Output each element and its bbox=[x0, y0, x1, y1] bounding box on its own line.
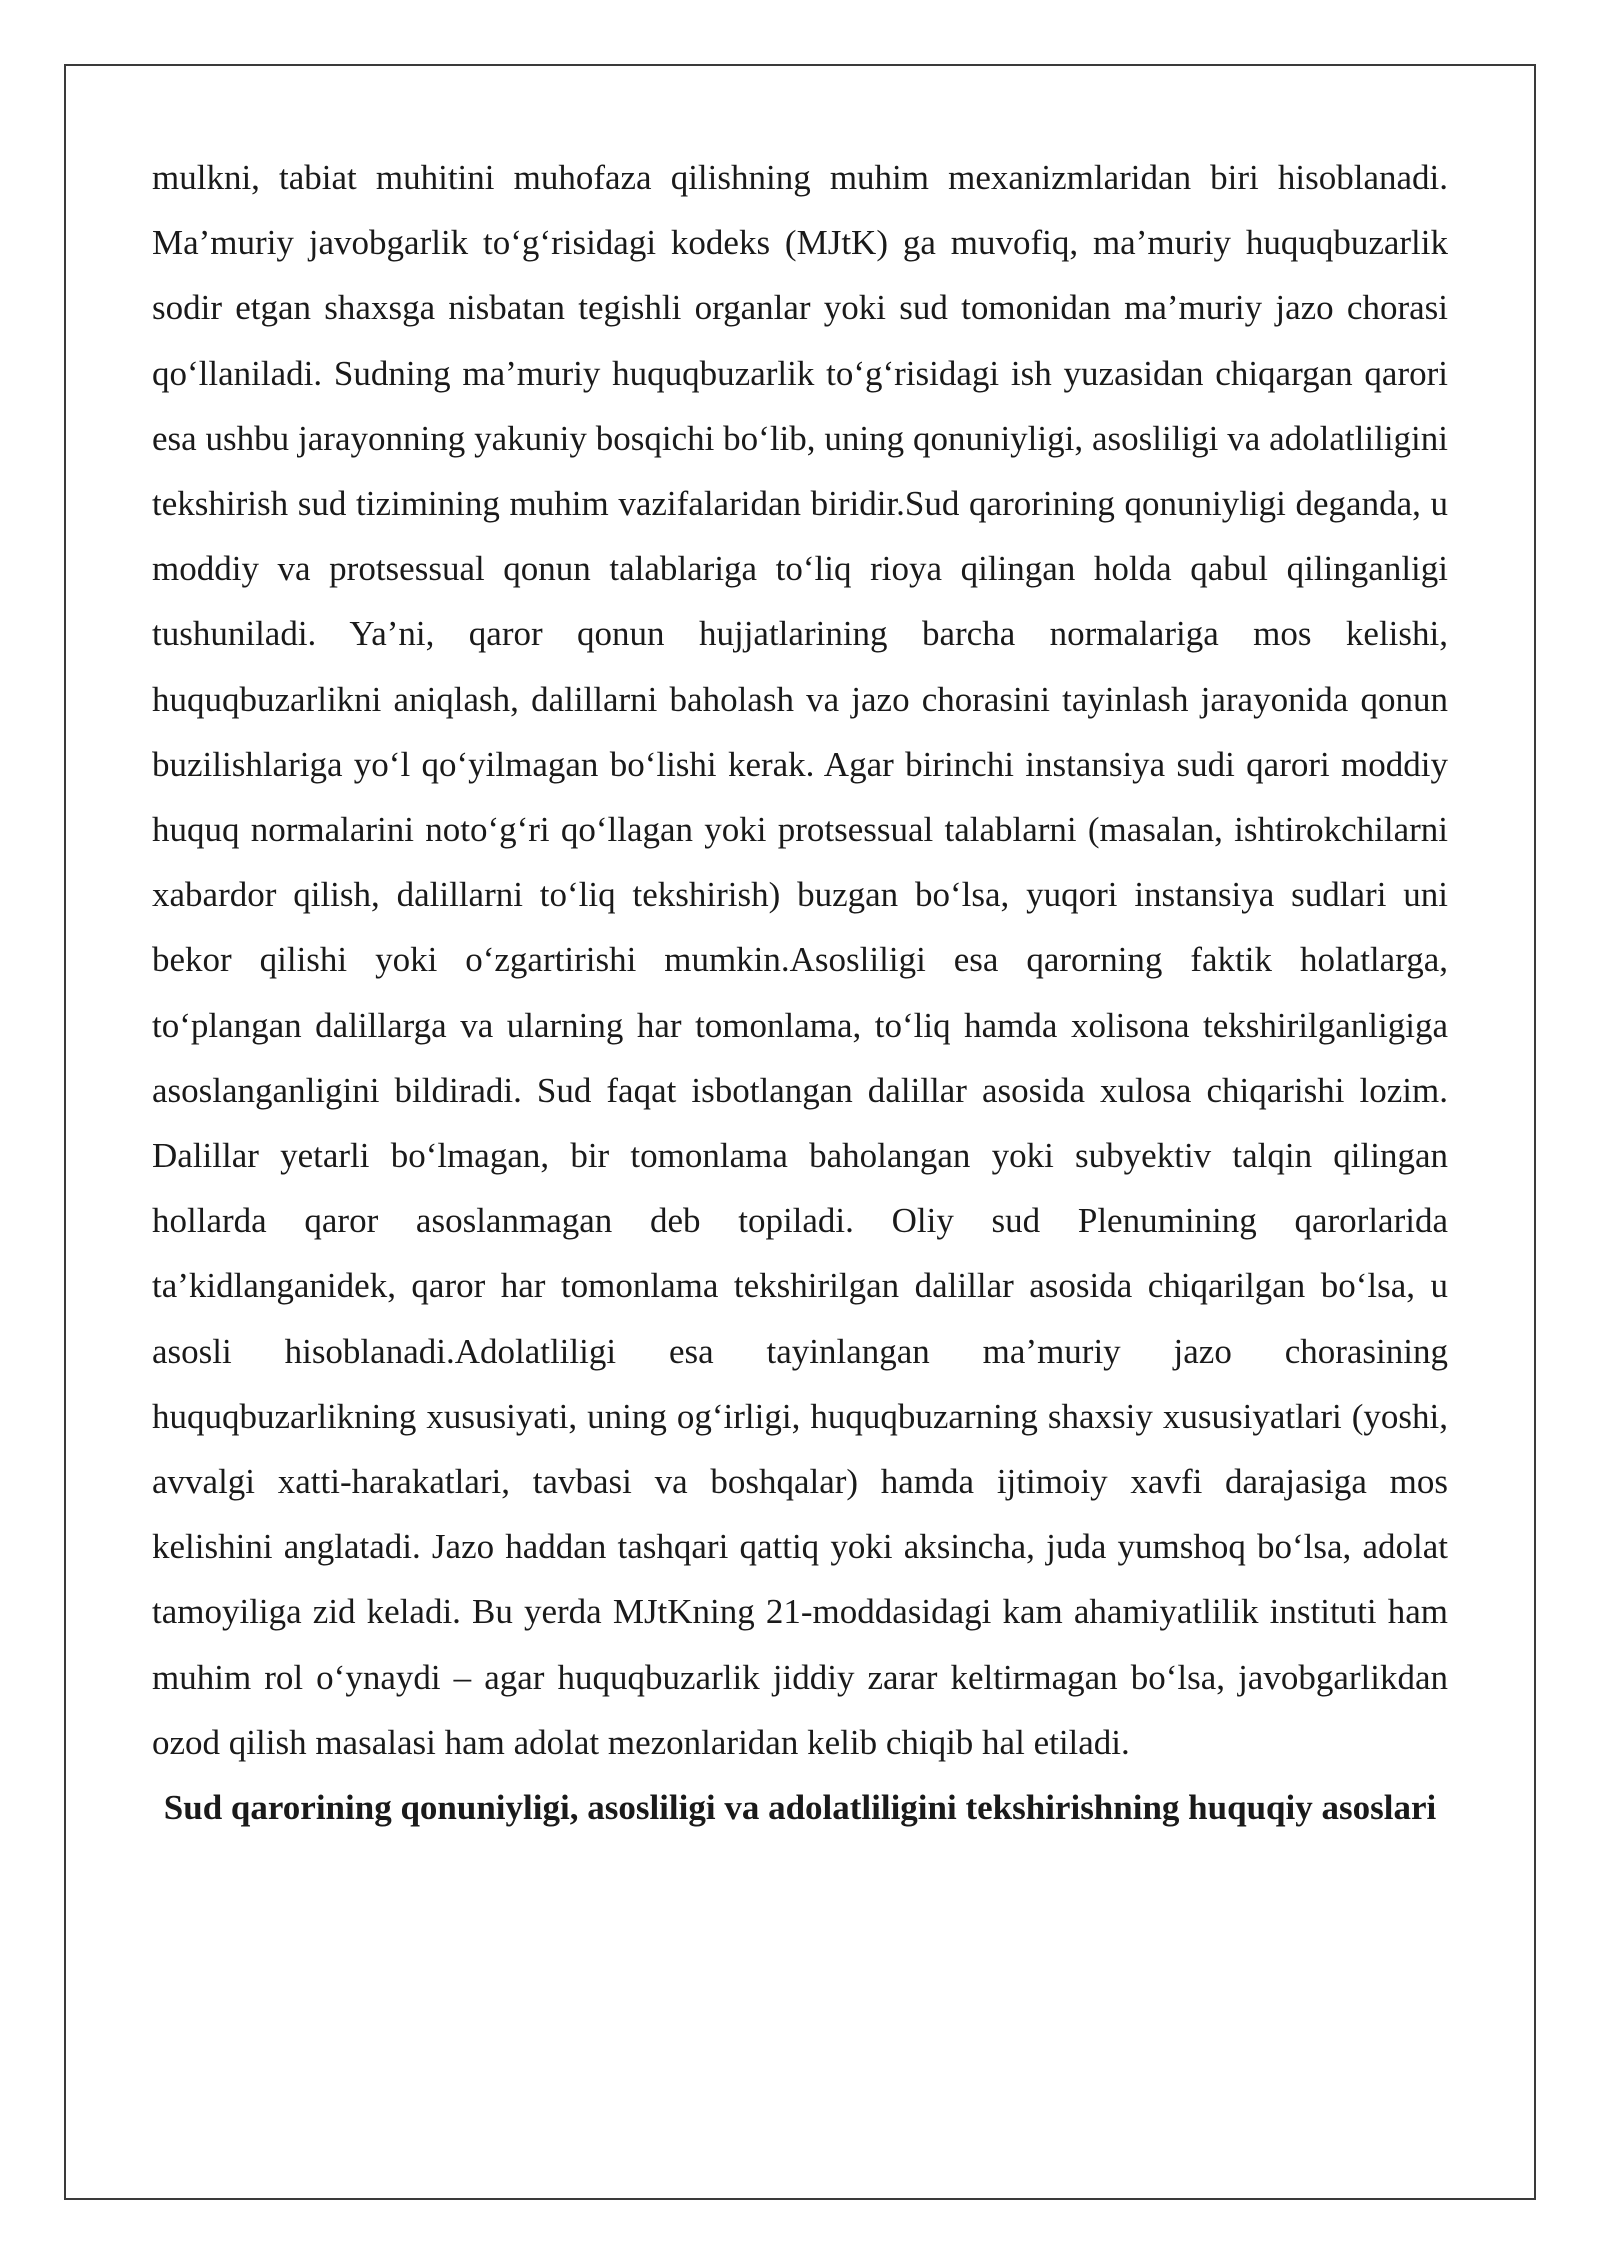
document-content bbox=[152, 145, 1448, 1840]
body-paragraph: mulkni, tabiat muhitini muhofaza qilishning muhim mexanizmlaridan biri hisoblanadi. Ma’muriy javobgarlik to‘g‘risidagi kodeks (MJtK) ga muvofiq, ma’muriy huquqbuzarlik sodir etgan shaxsga nisbatan tegishli organlar yoki sud tomonidan ma’muriy jazo chorasi qo‘llaniladi. Sudning ma’muriy huquqbuzarlik to‘g‘risidagi ish yuzasidan chiqargan qarori esa ushbu jarayonning yakuniy bosqichi bo‘lib, uning qonuniyligi, asosliligi va adolatliligini tekshirish sud tizimining muhim vazifalaridan biridir.Sud qarorining qonuniyligi deganda, u moddiy va protsessual qonun talablariga to‘liq rioya qilingan holda qabul qilinganligi tushuniladi. Ya’ni, qaror qonun hujjatlarining barcha normalariga mos kelishi, huquqbuzarlikni aniqlash, dalillarni baholash va jazo chorasini tayinlash jarayonida qonun buzilishlariga yo‘l qo‘yilmagan bo‘lishi kerak. Agar birinchi instansiya sudi qarori moddiy huquq normalarini noto‘g‘ri qo‘llagan yoki protsessual talablarni (masalan, ishtirokchilarni xabardor qilish, dalillarni to‘liq tekshirish) buzgan bo‘lsa, yuqori instansiya sudlari uni bekor qilishi yoki o‘zgartirishi mumkin.Asosliligi esa qarorning faktik holatlarga, to‘plangan dalillarga va ularning har tomonlama, to‘liq hamda xolisona tekshirilganligiga asoslanganligini bildiradi. Sud faqat isbotlangan dalillar asosida xulosa chiqarishi lozim. Dalillar yetarli bo‘lmagan, bir tomonlama baholangan yoki subyektiv talqin qilingan hollarda qaror asoslanmagan deb topiladi. Oliy sud Plenumining qarorlarida ta’kidlanganidek, qaror har tomonlama tekshirilgan dalillar asosida chiqarilgan bo‘lsa, u asosli hisoblanadi.Adolatliligi esa tayinlangan ma’muriy jazo chorasining huquqbuzarlikning xususiyati, uning og‘irligi, huquqbuzarning shaxsiy xususiyatlari (yoshi, avvalgi xatti-harakatlari, tavbasi va boshqalar) hamda ijtimoiy xavfi darajasiga mos kelishini anglatadi. Jazo haddan tashqari qattiq yoki aksincha, juda yumshoq bo‘lsa, adolat tamoyiliga zid keladi. Bu yerda MJtKning 21-moddasidagi kam ahamiyatlilik instituti ham muhim rol o‘ynaydi – agar huquqbuzarlik jiddiy zarar keltirmagan bo‘lsa, javobgarlikdan ozod qilish masalasi ham adolat mezonlaridan kelib chiqib hal etiladi. bbox=[152, 158, 1448, 1762]
section-heading: Sud qarorining qonuniyligi, asosliligi va adolatliligini tekshirishning huquqiy asoslari bbox=[163, 1788, 1437, 1828]
